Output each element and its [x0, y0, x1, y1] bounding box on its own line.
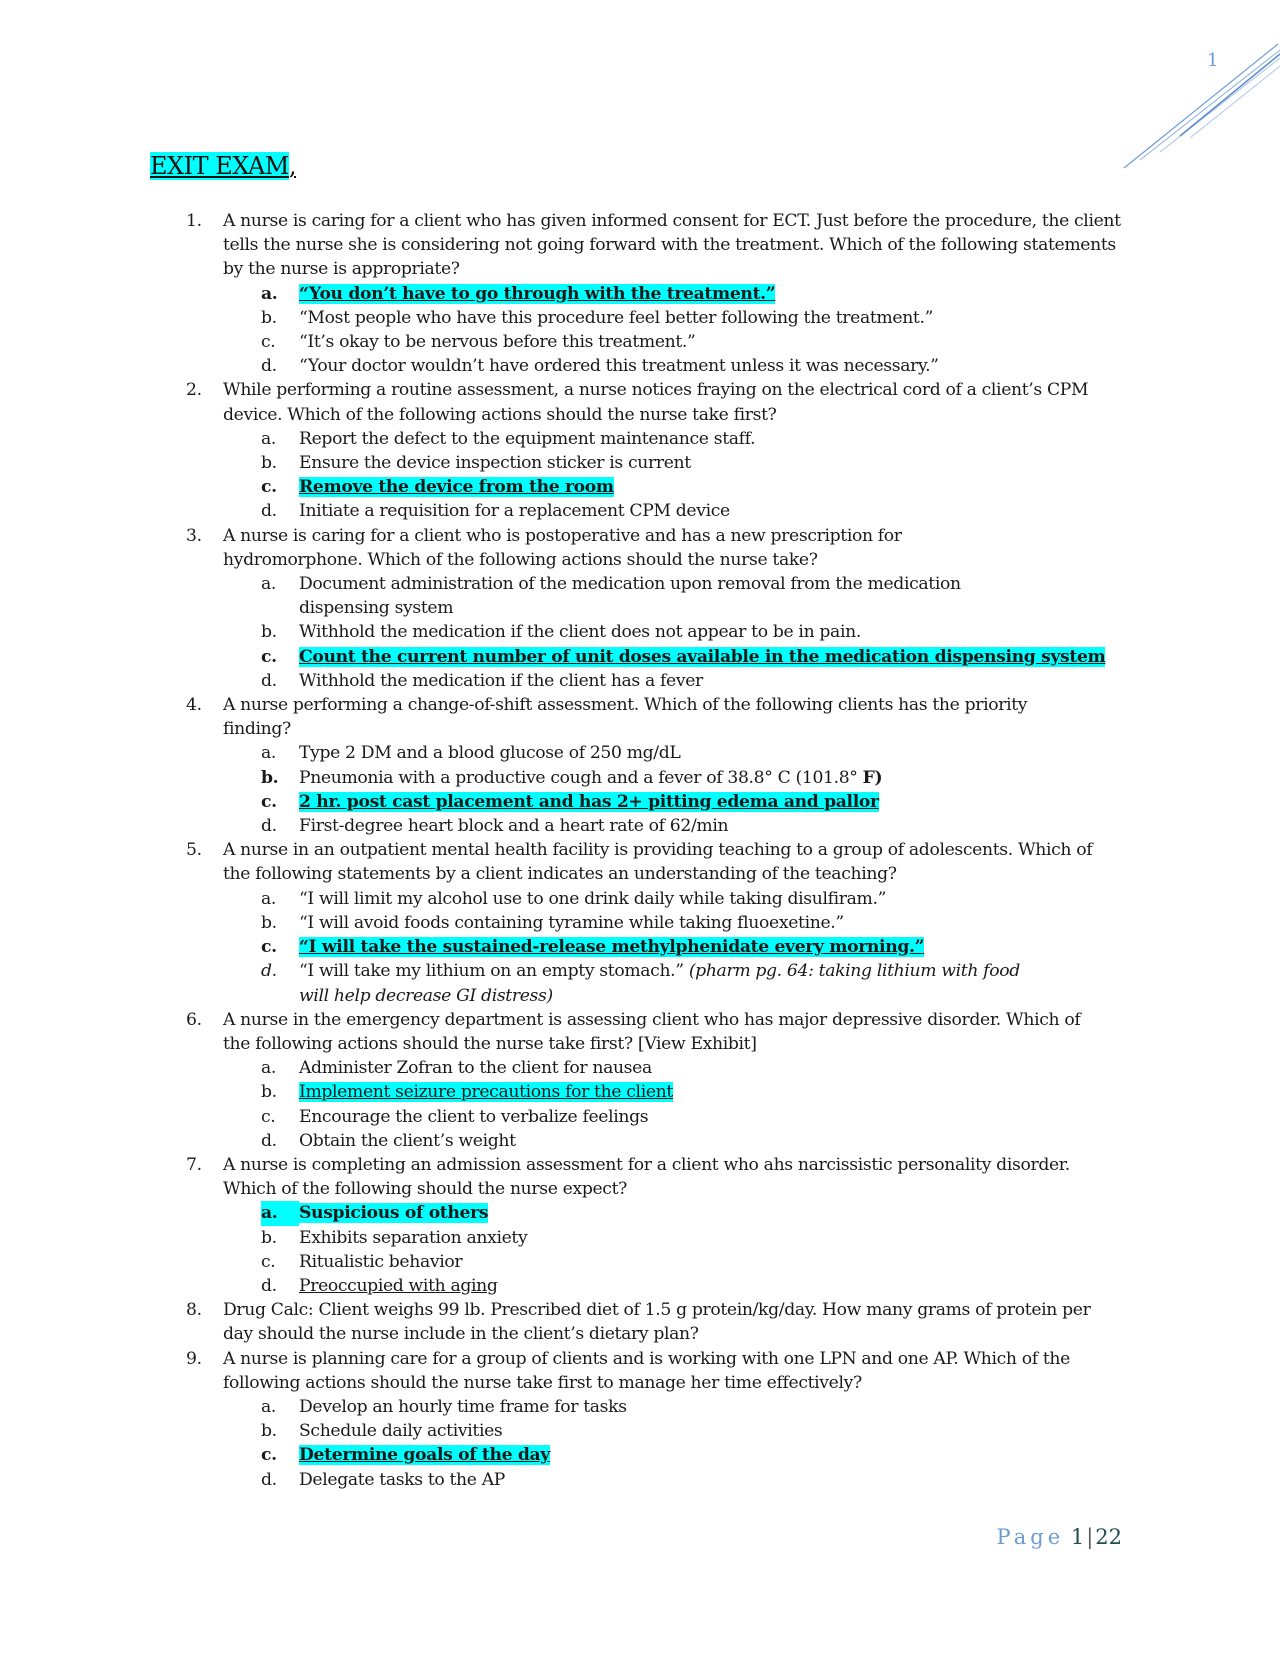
question-number: 5.	[186, 840, 202, 861]
question-text: A nurse is caring for a client who is postoperative and has a new prescription for hydromorphone. Which of the following actions should the nurse take?	[223, 525, 902, 570]
title-suffix: ,	[288, 152, 297, 180]
question-2	[180, 378, 1140, 426]
option-letter: c.	[261, 646, 277, 667]
option-letter: d.	[261, 1130, 277, 1151]
option-letter: c.	[261, 937, 277, 958]
option-letter: a.	[261, 1201, 299, 1225]
option-letter: d.	[261, 501, 277, 522]
option-letter: a.	[261, 1058, 277, 1079]
option-c	[261, 790, 1140, 814]
correct-answer: Remove the device from the room	[299, 477, 614, 498]
option-a	[261, 887, 1140, 911]
option-letter: c.	[261, 477, 277, 498]
option-text: “Your doctor wouldn’t have ordered this treatment unless it was necessary.”	[299, 356, 939, 377]
option-text: Withhold the medication if the client has a fever	[299, 670, 703, 691]
options-q5	[180, 887, 1140, 1008]
option-b	[261, 1080, 1140, 1104]
option-b	[261, 451, 1140, 475]
page-footer	[997, 1525, 1122, 1549]
page-separator: |	[1086, 1525, 1094, 1549]
highlighted-answer: Implement seizure precautions for the client	[299, 1082, 673, 1103]
option-d	[261, 1468, 1140, 1492]
option-c	[261, 935, 1140, 959]
question-text: A nurse is planning care for a group of clients and is working with one LPN and one AP. Which of the following actions should the nurse take first to manage her time effectively?	[223, 1348, 1070, 1393]
option-c	[261, 475, 1140, 499]
option-text: First-degree heart block and a heart rate of 62/min	[299, 816, 729, 837]
option-letter: a.	[261, 888, 277, 909]
question-text: While performing a routine assessment, a nurse notices fraying on the electrical cord of a client’s CPM device. Which of the following actions should the nurse take first?	[223, 380, 1089, 425]
option-b	[261, 766, 1140, 790]
option-text: Initiate a requisition for a replacement CPM device	[299, 501, 730, 522]
option-a	[261, 427, 1140, 451]
option-text: Delegate tasks to the AP	[299, 1469, 505, 1490]
option-text: “I will avoid foods containing tyramine while taking fluoexetine.”	[299, 912, 844, 933]
option-c	[261, 1105, 1140, 1129]
option-letter: c.	[261, 1445, 277, 1466]
options-q7	[180, 1201, 1140, 1298]
question-number: 1.	[186, 211, 202, 231]
option-text: Document administration of the medication upon removal from the medication dispensing system	[299, 574, 961, 619]
question-7	[180, 1153, 1140, 1201]
options-q9	[180, 1395, 1140, 1492]
option-c	[261, 1443, 1140, 1467]
question-text: A nurse is caring for a client who has given informed consent for ECT. Just before the procedure, the client tells the nurse she is considering not going forward with the treatment. Which of the following statements by the nurse is appropriate?	[223, 211, 1121, 280]
option-c	[261, 1250, 1140, 1274]
option-d	[261, 354, 1140, 378]
option-text: Schedule daily activities	[299, 1421, 503, 1442]
option-text: “I will limit my alcohol use to one drink daily while taking disulfiram.”	[299, 888, 887, 909]
option-b	[261, 1419, 1140, 1443]
document-title	[150, 152, 296, 180]
option-letter: a.	[261, 283, 278, 304]
option-d	[261, 814, 1140, 838]
correct-answer: Determine goals of the day	[299, 1445, 550, 1466]
current-page: 1	[1070, 1525, 1085, 1549]
option-letter: d.	[261, 1469, 277, 1490]
option-letter: b.	[261, 1421, 277, 1442]
question-number: 8.	[186, 1300, 202, 1321]
question-text: A nurse in an outpatient mental health facility is providing teaching to a group of adolescents. Which of the following statements by a client indicates an understanding of the teaching?	[223, 840, 1093, 885]
option-text-bold-tail: F)	[862, 767, 883, 788]
option-letter: a.	[261, 428, 277, 449]
option-a	[261, 282, 1140, 306]
decorative-corner-lines-icon	[1120, 40, 1280, 180]
option-b	[261, 620, 1140, 644]
option-text: Obtain the client’s weight	[299, 1130, 516, 1151]
option-a	[261, 1201, 1140, 1225]
question-5	[180, 838, 1140, 886]
header-page-number: 1	[1207, 50, 1219, 71]
option-d	[261, 1129, 1140, 1153]
option-letter: b.	[261, 1082, 277, 1103]
option-text: Preoccupied with aging	[299, 1275, 498, 1296]
question-list	[180, 209, 1140, 1492]
option-a	[261, 741, 1140, 765]
option-text: Type 2 DM and a blood glucose of 250 mg/dL	[299, 743, 681, 764]
option-letter: c.	[261, 332, 276, 353]
option-b	[261, 1226, 1140, 1250]
option-a	[261, 1056, 1140, 1080]
option-letter: b.	[261, 307, 277, 328]
options-q6	[180, 1056, 1140, 1153]
option-d	[261, 959, 1140, 1007]
option-text: “Most people who have this procedure feel better following the treatment.”	[299, 307, 934, 328]
option-text: Ritualistic behavior	[299, 1251, 463, 1272]
question-text: Drug Calc: Client weighs 99 lb. Prescribed diet of 1.5 g protein/kg/day. How many grams of protein per day should the nurse include in the client’s dietary plan?	[223, 1300, 1091, 1345]
highlighted-answer: Suspicious of others	[299, 1203, 489, 1224]
option-d	[261, 669, 1140, 693]
option-text: Ensure the device inspection sticker is current	[299, 453, 691, 474]
option-a	[261, 1395, 1140, 1419]
option-text: “It’s okay to be nervous before this treatment.”	[299, 332, 696, 353]
question-number: 7.	[186, 1154, 202, 1175]
options-q3	[180, 572, 1140, 693]
options-q2	[180, 427, 1140, 524]
option-b	[261, 911, 1140, 935]
option-letter: d.	[261, 961, 277, 982]
option-letter: c.	[261, 1106, 276, 1127]
option-letter: b.	[261, 453, 277, 474]
correct-answer: “I will take the sustained-release methylphenidate every morning.”	[299, 937, 925, 958]
question-number: 6.	[186, 1009, 202, 1030]
options-q4	[180, 741, 1140, 838]
option-text: Encourage the client to verbalize feelings	[299, 1106, 649, 1127]
option-text: Administer Zofran to the client for nausea	[299, 1058, 652, 1079]
option-letter: a.	[261, 743, 277, 764]
option-c	[261, 330, 1140, 354]
option-letter: b.	[261, 767, 279, 788]
option-note: (pharm pg. 64: taking lithium with food will help decrease GI distress)	[299, 961, 1020, 1006]
question-9	[180, 1347, 1140, 1395]
option-d	[261, 1274, 1140, 1298]
option-text: Develop an hourly time frame for tasks	[299, 1396, 627, 1417]
option-letter: a.	[261, 574, 277, 595]
correct-answer: 2 hr. post cast placement and has 2+ pitting edema and pallor	[299, 791, 879, 812]
question-6	[180, 1008, 1140, 1056]
question-text: A nurse performing a change-of-shift assessment. Which of the following clients has the priority finding?	[223, 695, 1028, 740]
question-8	[180, 1298, 1140, 1346]
option-letter: c.	[261, 1251, 276, 1272]
title-text: EXIT EXAM	[150, 152, 289, 180]
option-letter: d.	[261, 816, 277, 837]
question-1	[180, 209, 1140, 282]
question-number: 9.	[186, 1348, 202, 1369]
option-text: Withhold the medication if the client does not appear to be in pain.	[299, 622, 861, 643]
option-b	[261, 306, 1140, 330]
option-text: Exhibits separation anxiety	[299, 1227, 528, 1248]
option-text: Pneumonia with a productive cough and a fever of 38.8° C (101.8°	[299, 767, 863, 788]
option-letter: b.	[261, 912, 277, 933]
option-letter: b.	[261, 622, 277, 643]
question-3	[180, 524, 1140, 572]
option-letter: d.	[261, 356, 277, 377]
question-4	[180, 693, 1140, 741]
question-text: A nurse is completing an admission assessment for a client who ahs narcissistic personality disorder. Which of the following should the nurse expect?	[223, 1154, 1070, 1200]
option-letter: b.	[261, 1227, 277, 1248]
option-c	[261, 645, 1140, 669]
option-d	[261, 499, 1140, 523]
question-number: 2.	[186, 380, 202, 401]
option-letter: d.	[261, 670, 277, 691]
question-number: 3.	[186, 525, 202, 546]
option-letter: d.	[261, 1275, 277, 1296]
correct-answer: “You don’t have to go through with the treatment.”	[299, 283, 776, 304]
page-label: Page	[996, 1525, 1065, 1549]
total-pages: 22	[1095, 1525, 1122, 1549]
option-a	[261, 572, 1140, 620]
option-letter: c.	[261, 791, 277, 812]
correct-answer: Count the current number of unit doses available in the medication dispensing system	[299, 646, 1106, 667]
option-text: “I will take my lithium on an empty stomach.”	[299, 961, 689, 982]
question-number: 4.	[186, 695, 202, 716]
options-q1	[180, 282, 1140, 379]
question-text: A nurse in the emergency department is assessing client who has major depressive disorder. Which of the following actions should the nurse take first? [View Exhibit]	[223, 1009, 1081, 1054]
option-text: Report the defect to the equipment maintenance staff.	[299, 428, 756, 449]
option-letter: a.	[261, 1396, 277, 1417]
